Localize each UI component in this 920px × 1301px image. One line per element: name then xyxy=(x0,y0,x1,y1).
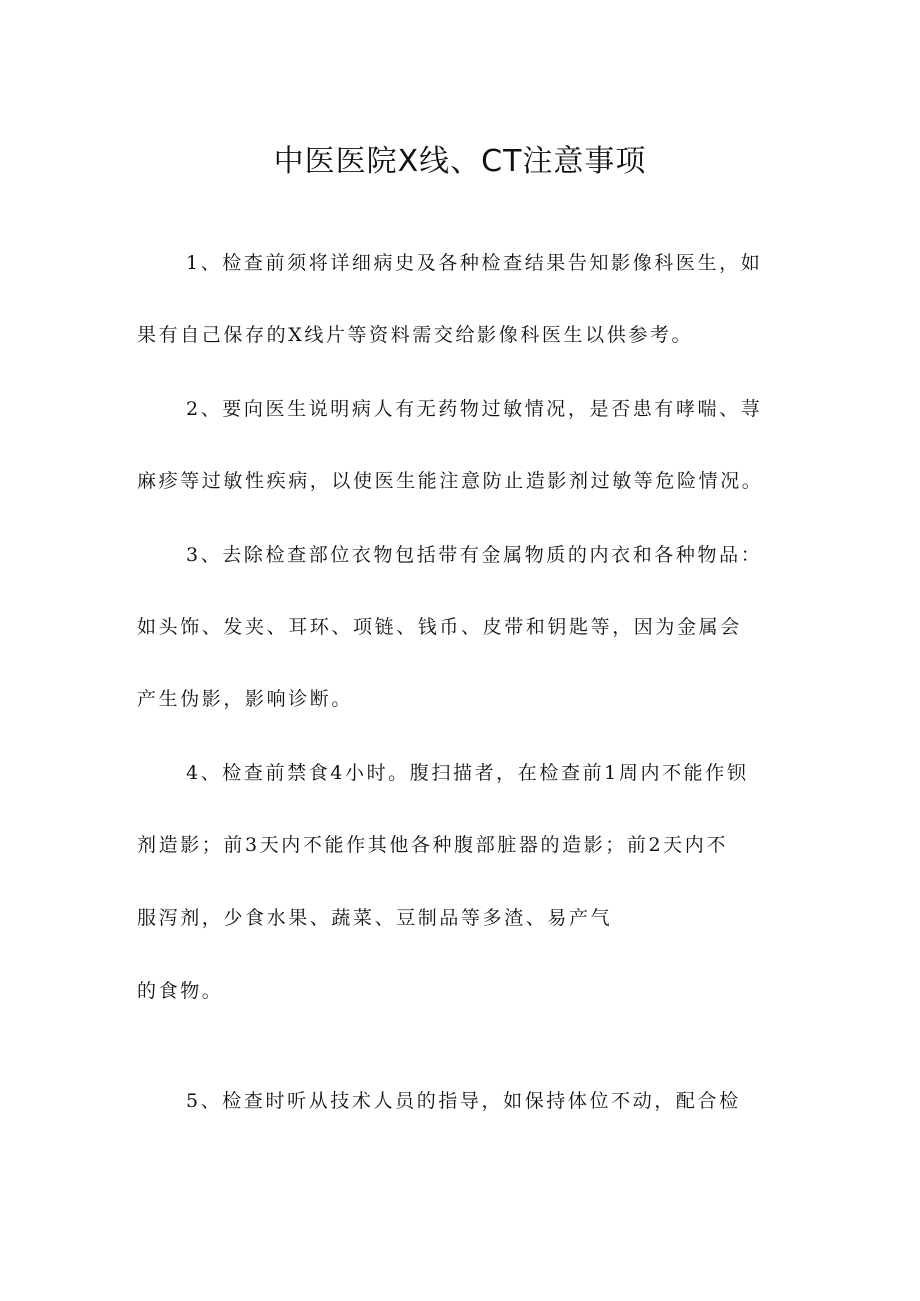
paragraph-4-line-3: 服泻剂，少食水果、蔬菜、豆制品等多渣、易产气 xyxy=(137,907,613,929)
paragraph-4-line-2: 剂造影；前3天内不能作其他各种腹部脏器的造影；前2天内不 xyxy=(137,834,728,856)
paragraph-2-line-2: 麻疹等过敏性疾病，以使医生能注意防止造影剂过敏等危险情况。 xyxy=(137,470,764,492)
paragraph-4-line-1: 4、检查前禁食4小时。腹扫描者，在检查前1周内不能作钡 xyxy=(186,762,749,784)
paragraph-5-line-1: 5、检查时听从技术人员的指导，如保持体位不动，配合检 xyxy=(186,1090,741,1112)
paragraph-1-line-2: 果有自己保存的X线片等资料需交给影像科医生以供参考。 xyxy=(137,324,694,346)
paragraph-1-line-1: 1、检查前须将详细病史及各种检查结果告知影像科医生，如 xyxy=(186,252,763,274)
paragraph-2-line-1: 2、要向医生说明病人有无药物过敏情况，是否患有哮喘、荨 xyxy=(186,398,763,420)
paragraph-3-line-2: 如头饰、发夹、耳环、项链、钱币、皮带和钥匙等，因为金属会 xyxy=(137,616,742,638)
paragraph-3-line-1: 3、去除检查部位衣物包括带有金属物质的内衣和各种物品： xyxy=(186,544,763,566)
paragraph-3-line-3: 产生伪影，影响诊断。 xyxy=(137,688,354,710)
document-title: 中医医院X线、CT注意事项 xyxy=(273,144,647,179)
paragraph-4-line-4: 的食物。 xyxy=(137,980,224,1002)
